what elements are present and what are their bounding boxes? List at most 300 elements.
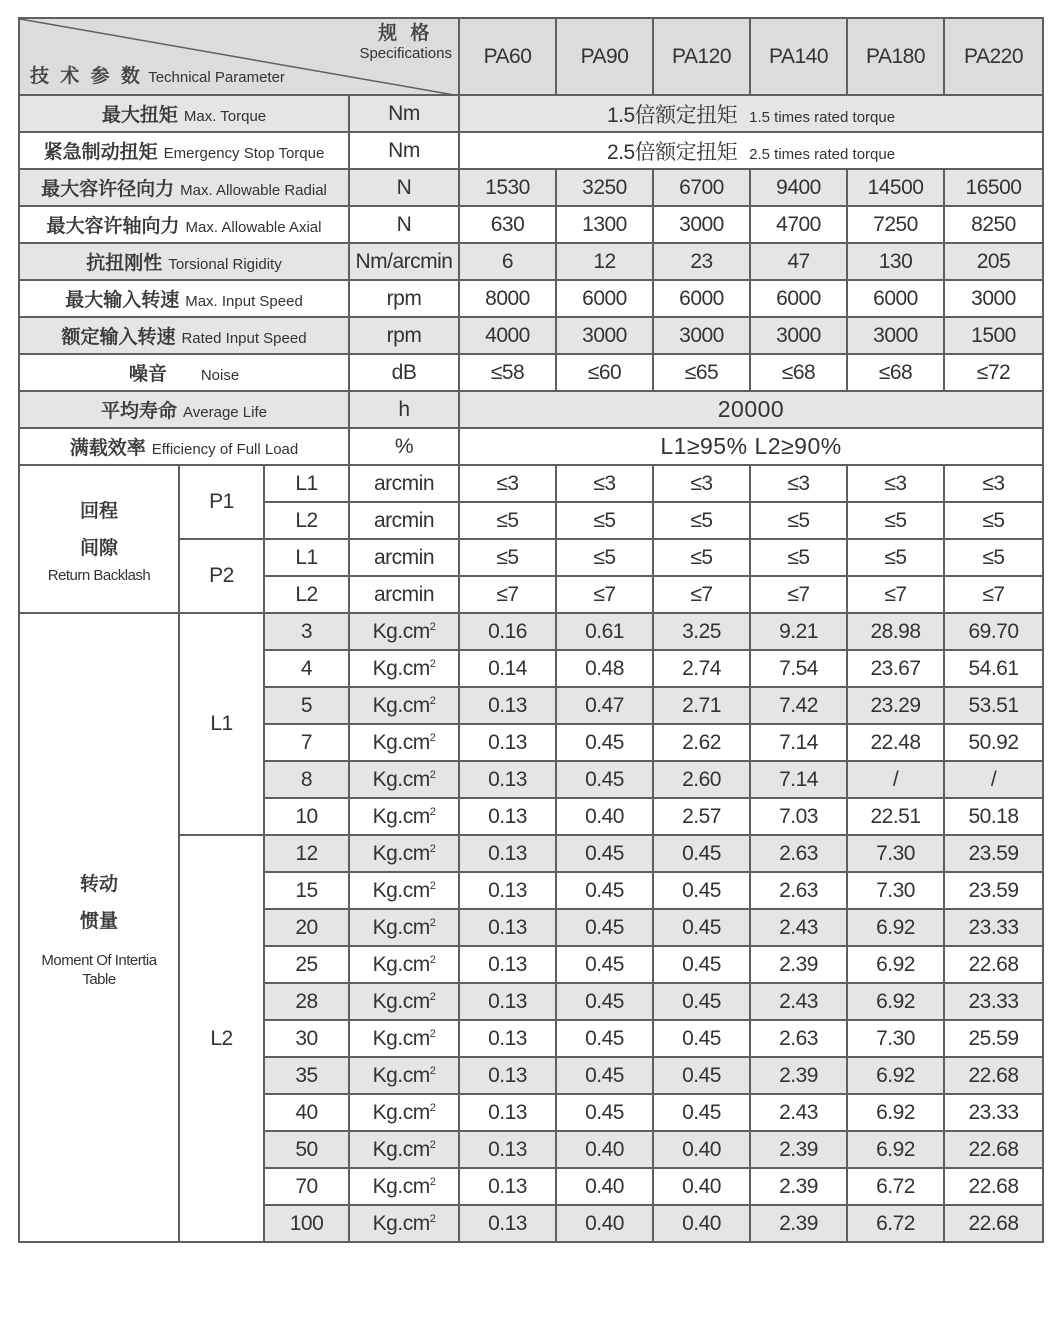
value-cell: 23.59 bbox=[944, 872, 1043, 909]
value-cell: 2.60 bbox=[653, 761, 750, 798]
value-cell: 3000 bbox=[750, 317, 847, 354]
param-name-en: Max. Allowable Radial bbox=[180, 182, 327, 199]
stage-cell: L2 bbox=[264, 576, 349, 613]
value-cell: 3000 bbox=[556, 317, 653, 354]
spec-label-en: Specifications bbox=[359, 44, 452, 62]
value-cell: 6.92 bbox=[847, 1057, 944, 1094]
spec-label bbox=[359, 23, 452, 62]
value-cell: ≤7 bbox=[653, 576, 750, 613]
unit-cell: N bbox=[349, 206, 459, 243]
value-cell: ≤7 bbox=[944, 576, 1043, 613]
value-cell: 0.45 bbox=[556, 1094, 653, 1131]
unit-superscript: 2 bbox=[429, 657, 436, 670]
unit-superscript: 2 bbox=[429, 731, 436, 744]
value-cell: ≤5 bbox=[459, 502, 556, 539]
ratio-cell: 7 bbox=[264, 724, 349, 761]
param-name-cell bbox=[19, 354, 349, 391]
value-cell: 23.33 bbox=[944, 909, 1043, 946]
unit-cell: arcmin bbox=[349, 502, 459, 539]
unit-text: Kg.cm bbox=[372, 1026, 430, 1050]
inertia-zh-2: 惯量 bbox=[79, 910, 118, 932]
value-cell: 0.40 bbox=[653, 1205, 750, 1242]
unit-superscript: 2 bbox=[429, 916, 436, 929]
value-cell: 7.03 bbox=[750, 798, 847, 835]
value-cell: 0.45 bbox=[653, 1020, 750, 1057]
unit-cell: Nm bbox=[349, 95, 459, 132]
unit-cell bbox=[349, 1168, 459, 1205]
unit-superscript: 2 bbox=[429, 842, 436, 855]
value-cell: 0.13 bbox=[459, 1168, 556, 1205]
param-row bbox=[19, 206, 1043, 243]
value-cell: 6000 bbox=[653, 280, 750, 317]
value-cell: ≤72 bbox=[944, 354, 1043, 391]
value-cell: 6000 bbox=[750, 280, 847, 317]
stage-cell: L1 bbox=[264, 465, 349, 502]
value-cell: ≤68 bbox=[750, 354, 847, 391]
technical-parameter-label bbox=[30, 61, 285, 88]
value-cell: 0.45 bbox=[556, 1020, 653, 1057]
value-cell: 1530 bbox=[459, 169, 556, 206]
unit-text: Kg.cm bbox=[372, 878, 430, 902]
value-cell: ≤5 bbox=[653, 502, 750, 539]
unit-cell bbox=[349, 650, 459, 687]
value-cell: 7.42 bbox=[750, 687, 847, 724]
value-cell: 47 bbox=[750, 243, 847, 280]
value-cell: 6 bbox=[459, 243, 556, 280]
model-header: PA60 bbox=[459, 18, 556, 95]
unit-cell: Nm/arcmin bbox=[349, 243, 459, 280]
value-cell: 22.51 bbox=[847, 798, 944, 835]
param-name-cell bbox=[19, 132, 349, 169]
unit-cell bbox=[349, 983, 459, 1020]
unit-cell: h bbox=[349, 391, 459, 428]
param-name-zh: 满载效率 bbox=[69, 438, 146, 459]
value-cell: 3000 bbox=[944, 280, 1043, 317]
value-cell: 9.21 bbox=[750, 613, 847, 650]
unit-text: Kg.cm bbox=[372, 841, 430, 865]
spec-label-zh: 规 格 bbox=[378, 23, 434, 44]
value-cell: ≤7 bbox=[556, 576, 653, 613]
spec-table-body bbox=[19, 18, 1043, 1242]
value-cell: ≤5 bbox=[556, 502, 653, 539]
value-cell: 0.45 bbox=[653, 835, 750, 872]
value-cell: 0.45 bbox=[556, 761, 653, 798]
param-row bbox=[19, 317, 1043, 354]
backlash-zh-2: 间隙 bbox=[79, 537, 118, 559]
unit-cell bbox=[349, 1131, 459, 1168]
value-cell: 0.40 bbox=[556, 1131, 653, 1168]
value-cell: 0.13 bbox=[459, 1057, 556, 1094]
value-cell: 0.45 bbox=[653, 872, 750, 909]
value-cell: 0.13 bbox=[459, 872, 556, 909]
value-cell: ≤3 bbox=[556, 465, 653, 502]
value-cell: 3000 bbox=[653, 317, 750, 354]
unit-cell: rpm bbox=[349, 280, 459, 317]
value-cell: 50.18 bbox=[944, 798, 1043, 835]
value-cell: 12 bbox=[556, 243, 653, 280]
value-cell: 6.92 bbox=[847, 946, 944, 983]
value-cell: 0.45 bbox=[653, 946, 750, 983]
value-cell: 630 bbox=[459, 206, 556, 243]
value-cell: 7.30 bbox=[847, 1020, 944, 1057]
unit-cell: arcmin bbox=[349, 539, 459, 576]
unit-superscript: 2 bbox=[429, 1212, 436, 1225]
unit-superscript: 2 bbox=[429, 694, 436, 707]
value-cell: 2.74 bbox=[653, 650, 750, 687]
value-cell: 7.14 bbox=[750, 724, 847, 761]
unit-superscript: 2 bbox=[429, 768, 436, 781]
unit-text: Kg.cm bbox=[372, 730, 430, 754]
value-cell: 3.25 bbox=[653, 613, 750, 650]
param-name-cell bbox=[19, 243, 349, 280]
value-cell: / bbox=[847, 761, 944, 798]
value-cell: 69.70 bbox=[944, 613, 1043, 650]
ratio-cell: 12 bbox=[264, 835, 349, 872]
value-cell: 6.72 bbox=[847, 1168, 944, 1205]
value-cell: 1500 bbox=[944, 317, 1043, 354]
inertia-group-label bbox=[19, 613, 179, 1242]
value-cell: 0.45 bbox=[653, 983, 750, 1020]
value-cell: 6.92 bbox=[847, 1131, 944, 1168]
value-cell: ≤7 bbox=[459, 576, 556, 613]
unit-text: Kg.cm bbox=[372, 1063, 430, 1087]
value-cell: 8000 bbox=[459, 280, 556, 317]
precision-class-cell: P2 bbox=[179, 539, 264, 613]
merged-value-zh: 20000 bbox=[717, 396, 785, 422]
value-cell: 23.59 bbox=[944, 835, 1043, 872]
value-cell: 130 bbox=[847, 243, 944, 280]
param-name-zh: 最大容许轴向力 bbox=[46, 216, 180, 237]
value-cell: 0.45 bbox=[653, 1094, 750, 1131]
value-cell: 53.51 bbox=[944, 687, 1043, 724]
value-cell: 0.13 bbox=[459, 1020, 556, 1057]
merged-value-cell bbox=[459, 391, 1043, 428]
unit-superscript: 2 bbox=[429, 1064, 436, 1077]
stage-cell: L1 bbox=[264, 539, 349, 576]
inertia-en-1: Moment Of Intertia bbox=[41, 951, 157, 969]
unit-cell bbox=[349, 909, 459, 946]
value-cell: 0.45 bbox=[556, 724, 653, 761]
param-name-en: Rated Input Speed bbox=[181, 330, 307, 347]
inertia-en-2: Table bbox=[82, 970, 116, 988]
value-cell: 6.92 bbox=[847, 1094, 944, 1131]
unit-superscript: 2 bbox=[429, 879, 436, 892]
ratio-cell: 5 bbox=[264, 687, 349, 724]
backlash-en: Return Backlash bbox=[47, 566, 151, 584]
unit-text: Kg.cm bbox=[372, 1211, 430, 1235]
value-cell: 6700 bbox=[653, 169, 750, 206]
value-cell: ≤5 bbox=[847, 539, 944, 576]
spec-table bbox=[18, 17, 1044, 1243]
value-cell: 6.92 bbox=[847, 983, 944, 1020]
stage-cell: L2 bbox=[264, 502, 349, 539]
param-name-zh: 最大扭矩 bbox=[101, 105, 178, 126]
unit-superscript: 2 bbox=[429, 805, 436, 818]
value-cell: ≤5 bbox=[750, 539, 847, 576]
param-name-zh: 紧急制动扭矩 bbox=[43, 142, 158, 163]
value-cell: 8250 bbox=[944, 206, 1043, 243]
param-row bbox=[19, 280, 1043, 317]
value-cell: 0.45 bbox=[556, 1057, 653, 1094]
value-cell: ≤5 bbox=[944, 539, 1043, 576]
merged-value-zh: 2.5倍额定扭矩 bbox=[606, 140, 738, 164]
value-cell: 22.68 bbox=[944, 946, 1043, 983]
unit-text: Kg.cm bbox=[372, 989, 430, 1013]
unit-cell: arcmin bbox=[349, 465, 459, 502]
value-cell: 0.45 bbox=[556, 835, 653, 872]
value-cell: ≤65 bbox=[653, 354, 750, 391]
value-cell: ≤68 bbox=[847, 354, 944, 391]
param-name-cell bbox=[19, 95, 349, 132]
param-name-zh: 抗扭刚性 bbox=[86, 253, 163, 274]
value-cell: 4700 bbox=[750, 206, 847, 243]
ratio-cell: 3 bbox=[264, 613, 349, 650]
unit-cell bbox=[349, 687, 459, 724]
unit-text: Kg.cm bbox=[372, 656, 430, 680]
value-cell: 2.39 bbox=[750, 1057, 847, 1094]
param-name-cell bbox=[19, 206, 349, 243]
param-row bbox=[19, 243, 1043, 280]
value-cell: 23 bbox=[653, 243, 750, 280]
unit-text: Kg.cm bbox=[372, 804, 430, 828]
param-name-zh: 最大输入转速 bbox=[65, 290, 180, 311]
backlash-zh-1: 回程 bbox=[79, 500, 118, 522]
merged-value-cell bbox=[459, 132, 1043, 169]
value-cell: 0.13 bbox=[459, 1094, 556, 1131]
value-cell: 2.57 bbox=[653, 798, 750, 835]
unit-cell bbox=[349, 835, 459, 872]
param-name-cell bbox=[19, 428, 349, 465]
value-cell: ≤60 bbox=[556, 354, 653, 391]
model-header: PA220 bbox=[944, 18, 1043, 95]
value-cell: 0.48 bbox=[556, 650, 653, 687]
unit-superscript: 2 bbox=[429, 953, 436, 966]
value-cell: 0.13 bbox=[459, 983, 556, 1020]
unit-text: Kg.cm bbox=[372, 1137, 430, 1161]
value-cell: 50.92 bbox=[944, 724, 1043, 761]
merged-value-cell bbox=[459, 95, 1043, 132]
ratio-cell: 25 bbox=[264, 946, 349, 983]
value-cell: 6.92 bbox=[847, 909, 944, 946]
value-cell: ≤5 bbox=[847, 502, 944, 539]
value-cell: 23.33 bbox=[944, 1094, 1043, 1131]
value-cell: ≤3 bbox=[750, 465, 847, 502]
ratio-cell: 10 bbox=[264, 798, 349, 835]
param-row bbox=[19, 354, 1043, 391]
ratio-cell: 20 bbox=[264, 909, 349, 946]
param-row bbox=[19, 95, 1043, 132]
param-row bbox=[19, 428, 1043, 465]
value-cell: 0.40 bbox=[556, 1205, 653, 1242]
value-cell: 23.67 bbox=[847, 650, 944, 687]
value-cell: 2.71 bbox=[653, 687, 750, 724]
param-row bbox=[19, 391, 1043, 428]
value-cell: 1300 bbox=[556, 206, 653, 243]
param-name-en: Emergency Stop Torque bbox=[163, 145, 325, 162]
value-cell: 7250 bbox=[847, 206, 944, 243]
value-cell: 0.47 bbox=[556, 687, 653, 724]
param-row bbox=[19, 169, 1043, 206]
value-cell: 7.30 bbox=[847, 835, 944, 872]
value-cell: 3000 bbox=[847, 317, 944, 354]
value-cell: 0.13 bbox=[459, 724, 556, 761]
param-name-en: Noise bbox=[200, 367, 240, 384]
ratio-cell: 100 bbox=[264, 1205, 349, 1242]
value-cell: 205 bbox=[944, 243, 1043, 280]
value-cell: 23.29 bbox=[847, 687, 944, 724]
value-cell: 0.45 bbox=[556, 946, 653, 983]
model-header: PA120 bbox=[653, 18, 750, 95]
merged-value-zh: 1.5倍额定扭矩 bbox=[606, 103, 738, 127]
unit-cell bbox=[349, 1094, 459, 1131]
value-cell: ≤5 bbox=[653, 539, 750, 576]
value-cell: 2.43 bbox=[750, 983, 847, 1020]
value-cell: 22.48 bbox=[847, 724, 944, 761]
value-cell: 0.13 bbox=[459, 946, 556, 983]
unit-cell bbox=[349, 1057, 459, 1094]
value-cell: 0.40 bbox=[653, 1168, 750, 1205]
value-cell: 0.16 bbox=[459, 613, 556, 650]
param-row bbox=[19, 132, 1043, 169]
value-cell: 23.33 bbox=[944, 983, 1043, 1020]
value-cell: 14500 bbox=[847, 169, 944, 206]
value-cell: / bbox=[944, 761, 1043, 798]
unit-cell bbox=[349, 1020, 459, 1057]
unit-text: Kg.cm bbox=[372, 693, 430, 717]
unit-cell: dB bbox=[349, 354, 459, 391]
technical-parameter-zh: 技 术 参 数 bbox=[30, 66, 143, 87]
merged-value-zh: L1≥95% L2≥90% bbox=[660, 433, 842, 459]
value-cell: 6.72 bbox=[847, 1205, 944, 1242]
model-header: PA180 bbox=[847, 18, 944, 95]
unit-superscript: 2 bbox=[429, 1175, 436, 1188]
value-cell: 2.39 bbox=[750, 1131, 847, 1168]
value-cell: 0.45 bbox=[556, 872, 653, 909]
ratio-cell: 70 bbox=[264, 1168, 349, 1205]
value-cell: ≤3 bbox=[459, 465, 556, 502]
param-name-en: Max. Allowable Axial bbox=[185, 219, 322, 236]
value-cell: ≤7 bbox=[750, 576, 847, 613]
unit-cell bbox=[349, 724, 459, 761]
param-name-cell bbox=[19, 280, 349, 317]
param-name-en: Average Life bbox=[183, 404, 267, 421]
value-cell: 22.68 bbox=[944, 1131, 1043, 1168]
unit-cell bbox=[349, 761, 459, 798]
value-cell: 0.13 bbox=[459, 835, 556, 872]
header-corner bbox=[19, 18, 459, 95]
value-cell: 22.68 bbox=[944, 1057, 1043, 1094]
ratio-cell: 4 bbox=[264, 650, 349, 687]
value-cell: 3000 bbox=[653, 206, 750, 243]
value-cell: 0.13 bbox=[459, 798, 556, 835]
param-name-zh: 平均寿命 bbox=[101, 401, 178, 422]
value-cell: 22.68 bbox=[944, 1168, 1043, 1205]
param-name-en: Efficiency of Full Load bbox=[151, 441, 299, 458]
value-cell: 7.54 bbox=[750, 650, 847, 687]
param-name-cell bbox=[19, 317, 349, 354]
unit-text: Kg.cm bbox=[372, 619, 430, 643]
value-cell: 0.45 bbox=[653, 909, 750, 946]
unit-cell bbox=[349, 613, 459, 650]
value-cell: ≤7 bbox=[847, 576, 944, 613]
value-cell: 0.13 bbox=[459, 1131, 556, 1168]
technical-parameter-en: Technical Parameter bbox=[148, 69, 285, 86]
unit-superscript: 2 bbox=[429, 1027, 436, 1040]
unit-cell bbox=[349, 946, 459, 983]
value-cell: ≤3 bbox=[653, 465, 750, 502]
value-cell: 2.63 bbox=[750, 835, 847, 872]
unit-text: Kg.cm bbox=[372, 767, 430, 791]
value-cell: 0.40 bbox=[653, 1131, 750, 1168]
value-cell: 16500 bbox=[944, 169, 1043, 206]
value-cell: ≤5 bbox=[750, 502, 847, 539]
value-cell: ≤5 bbox=[556, 539, 653, 576]
param-name-cell bbox=[19, 169, 349, 206]
value-cell: 2.63 bbox=[750, 1020, 847, 1057]
value-cell: 0.14 bbox=[459, 650, 556, 687]
inertia-zh-1: 转动 bbox=[79, 873, 118, 895]
ratio-cell: 30 bbox=[264, 1020, 349, 1057]
inertia-row bbox=[19, 613, 1043, 650]
value-cell: ≤58 bbox=[459, 354, 556, 391]
unit-text: Kg.cm bbox=[372, 1174, 430, 1198]
value-cell: 4000 bbox=[459, 317, 556, 354]
value-cell: 2.62 bbox=[653, 724, 750, 761]
value-cell: 2.39 bbox=[750, 1205, 847, 1242]
param-name-en: Max. Torque bbox=[183, 108, 267, 125]
ratio-cell: 35 bbox=[264, 1057, 349, 1094]
value-cell: 7.30 bbox=[847, 872, 944, 909]
value-cell: 0.13 bbox=[459, 1205, 556, 1242]
unit-cell bbox=[349, 1205, 459, 1242]
value-cell: 2.43 bbox=[750, 1094, 847, 1131]
unit-cell: Nm bbox=[349, 132, 459, 169]
value-cell: ≤3 bbox=[847, 465, 944, 502]
param-name-zh: 最大容许径向力 bbox=[41, 179, 175, 200]
value-cell: 0.13 bbox=[459, 909, 556, 946]
ratio-cell: 50 bbox=[264, 1131, 349, 1168]
value-cell: 0.13 bbox=[459, 761, 556, 798]
value-cell: 54.61 bbox=[944, 650, 1043, 687]
value-cell: 22.68 bbox=[944, 1205, 1043, 1242]
ratio-cell: 28 bbox=[264, 983, 349, 1020]
value-cell: 25.59 bbox=[944, 1020, 1043, 1057]
unit-superscript: 2 bbox=[429, 1138, 436, 1151]
value-cell: 0.13 bbox=[459, 687, 556, 724]
unit-cell: arcmin bbox=[349, 576, 459, 613]
value-cell: ≤5 bbox=[944, 502, 1043, 539]
value-cell: 2.63 bbox=[750, 872, 847, 909]
param-name-en: Max. Input Speed bbox=[185, 293, 303, 310]
ratio-cell: 15 bbox=[264, 872, 349, 909]
value-cell: 0.40 bbox=[556, 1168, 653, 1205]
value-cell: 0.45 bbox=[653, 1057, 750, 1094]
value-cell: 2.43 bbox=[750, 909, 847, 946]
unit-text: Kg.cm bbox=[372, 915, 430, 939]
value-cell: 0.40 bbox=[556, 798, 653, 835]
value-cell: 6000 bbox=[847, 280, 944, 317]
value-cell: 3250 bbox=[556, 169, 653, 206]
precision-class-cell: P1 bbox=[179, 465, 264, 539]
unit-cell bbox=[349, 872, 459, 909]
unit-cell: N bbox=[349, 169, 459, 206]
value-cell: 6000 bbox=[556, 280, 653, 317]
backlash-row bbox=[19, 465, 1043, 502]
merged-value-cell bbox=[459, 428, 1043, 465]
unit-cell: % bbox=[349, 428, 459, 465]
merged-value-en: 2.5 times rated torque bbox=[749, 145, 896, 163]
value-cell: 28.98 bbox=[847, 613, 944, 650]
